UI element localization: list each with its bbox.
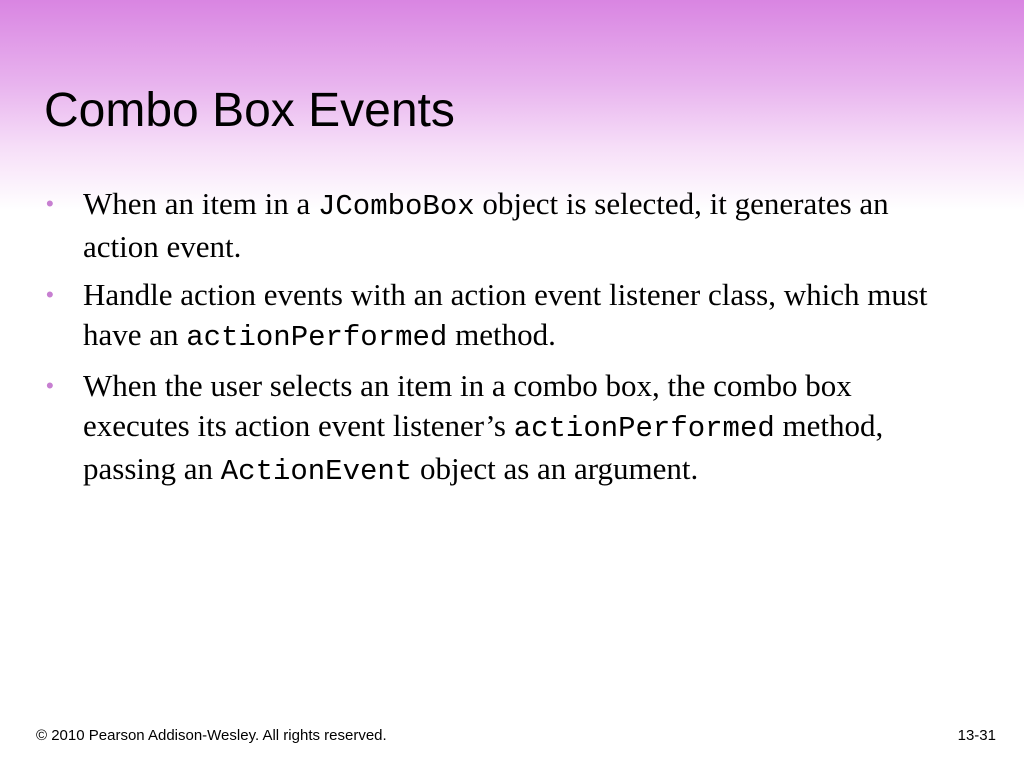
code-term: ActionEvent [220, 455, 413, 488]
bullet-text-part: method, passing an [83, 408, 884, 486]
slide-title: Combo Box Events [44, 84, 455, 137]
code-term: actionPerformed [513, 412, 775, 445]
bullet-dot-icon: • [46, 373, 54, 398]
footer-copyright: © 2010 Pearson Addison-Wesley. All rights reserved. [36, 727, 387, 744]
bullet-text-part: object as an argument. [412, 451, 699, 486]
bullet-dot-icon: • [46, 191, 54, 216]
bullet-text-part: Handle action events with an action event listener class, which must have an [83, 277, 928, 352]
bullet-text-part: object is selected, it generates an action event. [83, 186, 889, 264]
bullet-item [46, 184, 946, 267]
bullet-text-part: When the user selects an item in a combo box, the combo box executes its action event listener’s [83, 368, 852, 443]
bullet-item [46, 275, 946, 358]
bullet-text-part: method. [447, 317, 556, 352]
slide-number: 13-31 [957, 727, 996, 744]
code-term: JComboBox [318, 190, 475, 223]
code-term: actionPerformed [186, 321, 448, 354]
bullet-dot-icon: • [46, 282, 54, 307]
bullet-text-part: When an item in a [83, 186, 318, 221]
bullet-list [46, 184, 946, 500]
bullet-item [46, 366, 946, 492]
